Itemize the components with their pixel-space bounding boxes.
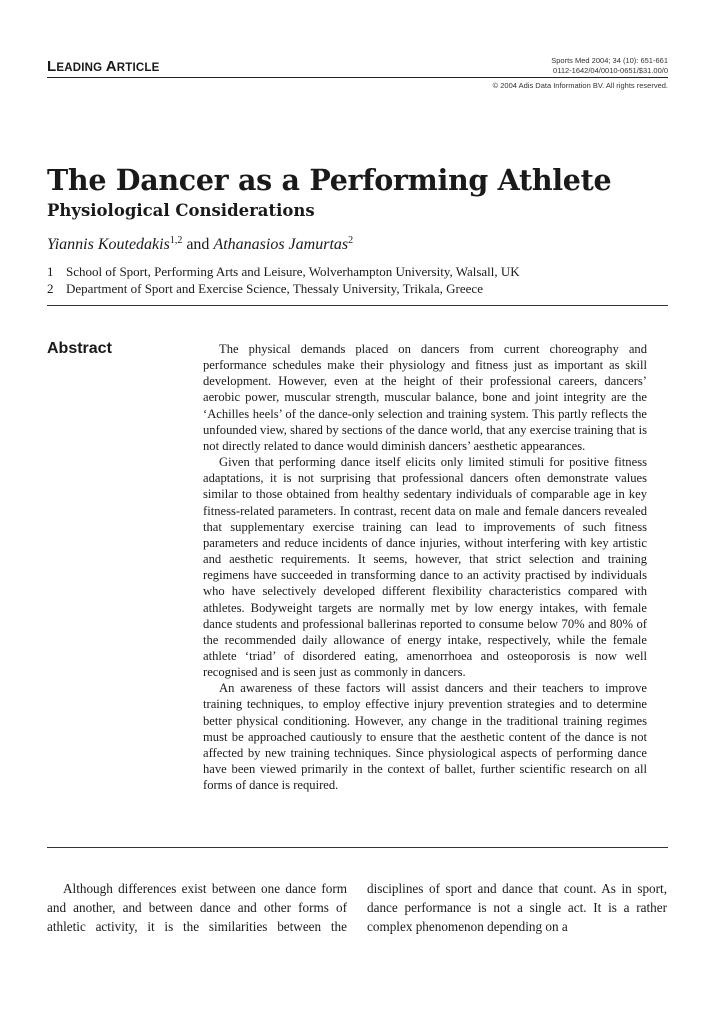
abstract-paragraph-1: The physical demands placed on dancers from current choreography and performance schedules make their physiology and fitness just as important as skill development. However, even at the height of their professional careers, dancers’ aerobic power, muscular strength, muscular balance, bone and joint integrity are the ‘Achilles heels’ of the dance-only selection and training system. This partly reflects the unfounded view, shared by sections of the dance world, that any exercise training that is not directly related to dance would diminish dancers’ aesthetic appearances.: [203, 342, 647, 453]
header-rule: [47, 77, 668, 78]
copyright-line: © 2004 Adis Data Information BV. All rights reserved.: [492, 81, 668, 90]
affiliation-1: [47, 264, 520, 280]
author-1-affil-marker: 1,2: [169, 235, 183, 246]
affiliation-2-text: Department of Sport and Exercise Science, Thessaly University, Trikala, Greece: [66, 281, 483, 296]
body-text-columns: [47, 879, 667, 939]
abstract-paragraph-3: An awareness of these factors will assist dancers and their teachers to improve training techniques, to employ effective injury prevention strategies and to determine better physical conditioning. However, any change in the traditional training regimes must be approached cautiously to ensure that the aesthetic content of the dance is not affected by new training techniques. Since physiological aspects of performing dance have been viewed primarily in the context of ballet, further scientific research on all forms of dance is required.: [203, 681, 647, 793]
author-conjunction: and: [182, 236, 214, 253]
author-line: [47, 236, 353, 254]
abstract-paragraph-2: Given that performing dance itself elicits only limited stimuli for positive fitness adaptations, it is not surprising that professional dancers often demonstrate values similar to those obtained from healthy sedentary individuals of comparable age in key fitness-related parameters. In contrast, recent data on male and female dancers revealed that supplementary exercise training can lead to improvements of such fitness parameters and reduce incidents of dance injuries, without interfering with key artistic and aesthetic requirements. It seems, however, that strict selection and training regimens have succeeded in transforming dance to an activity practised by individuals who have selectively developed different flexibility characteristics compared with athletes. Bodyweight targets are normally met by low energy intakes, with female dance students and professional ballerinas reported to consume below 70% and 80% of the recommended daily allowance of energy intake, respectively, while the female athlete ‘triad’ of disordered eating, amenorrhoea and osteoporosis is now well recognised and is seen just as commonly in dancers.: [203, 455, 647, 680]
author-1-name: Yiannis Koutedakis: [47, 236, 170, 253]
abstract-heading: Abstract: [47, 340, 112, 357]
author-2-name: Athanasios Jamurtas: [213, 236, 349, 253]
abstract-top-rule: [47, 305, 668, 306]
section-label: [47, 58, 159, 75]
citation-block: [551, 56, 668, 75]
section-label-initial-1: L: [47, 58, 57, 75]
affiliation-2: [47, 281, 483, 297]
section-label-rest-2: RTICLE: [116, 62, 160, 74]
section-label-rest-1: EADING: [56, 62, 106, 74]
article-title: The Dancer as a Performing Athlete: [47, 163, 612, 197]
citation-line-1: Sports Med 2004; 34 (10): 651-661: [551, 56, 668, 65]
abstract-text: [203, 341, 647, 793]
citation-line-2: 0112-1642/04/0010-0651/$31.00/0: [553, 65, 668, 75]
section-label-initial-2: A: [105, 58, 117, 75]
affiliation-2-number: 2: [47, 281, 54, 296]
affiliation-1-text: School of Sport, Performing Arts and Leisure, Wolverhampton University, Walsall, UK: [66, 264, 520, 279]
author-2-affil-marker: 2: [348, 235, 354, 246]
article-subtitle: Physiological Considerations: [47, 201, 315, 220]
abstract-bottom-rule: [47, 847, 668, 848]
affiliation-1-number: 1: [47, 264, 54, 279]
body-paragraph-1: Although differences exist between one dance form and another, and between dance and other forms of athletic activity, it is the similarities between the disciplines of sport and dance that count. As in sport, dance performance is not a single act. It is a rather complex phenomenon depending on a: [47, 881, 667, 935]
